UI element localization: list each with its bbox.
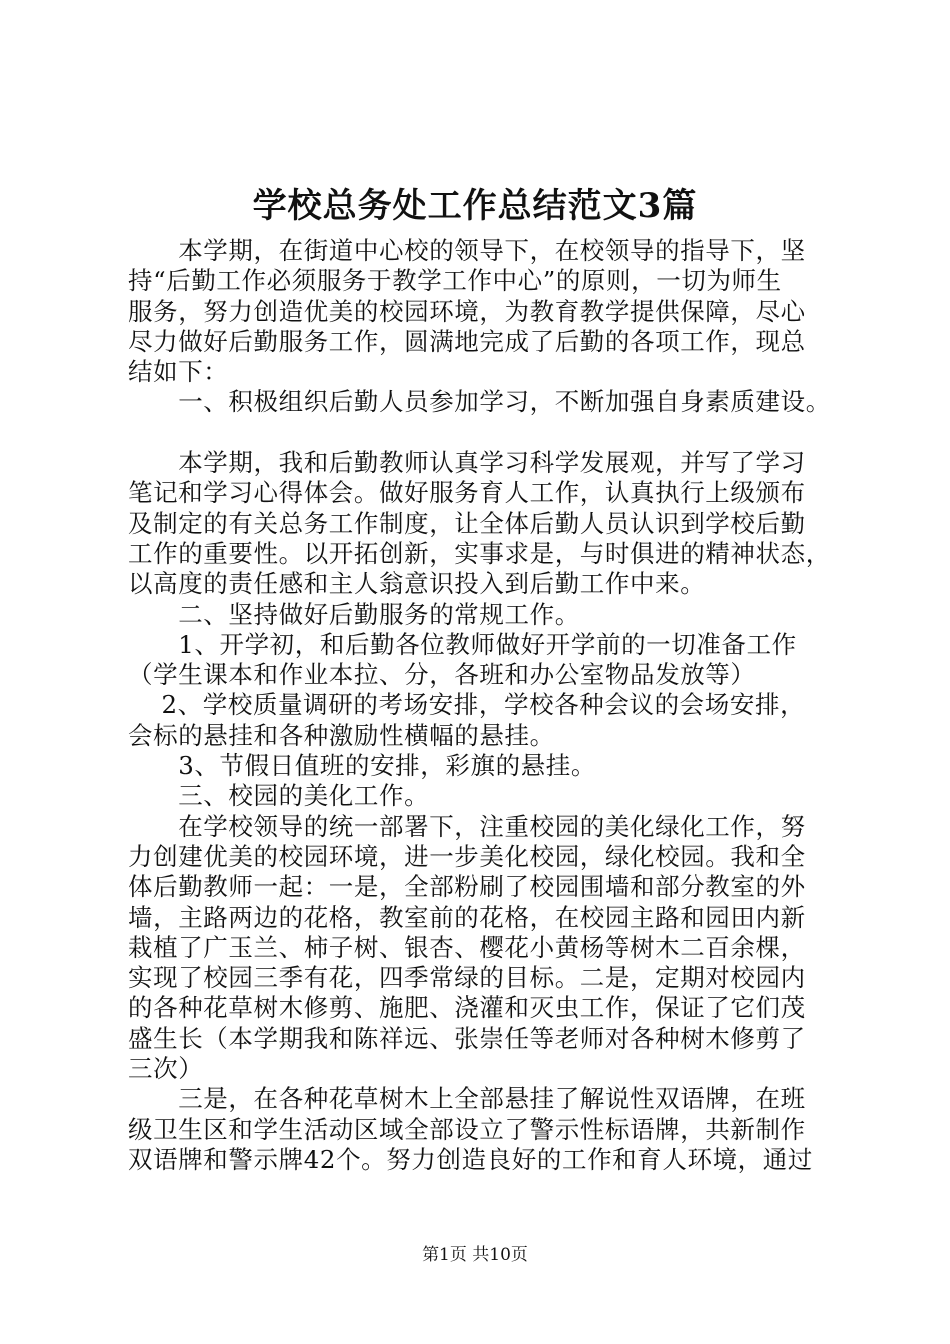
- body-line: 的各种花草树木修剪、施肥、浇灌和灭虫工作，保证了它们茂: [128, 993, 806, 1023]
- body-line: 盛生长（本学期我和陈祥远、张崇任等老师对各种树木修剪了: [128, 1023, 806, 1053]
- section-heading: 三、校园的美化工作。: [128, 781, 430, 811]
- body-line: 墙，主路两边的花格，教室前的花格，在校园主路和园田内新: [128, 902, 806, 932]
- page-number-footer: 第1页 共10页: [422, 1245, 528, 1265]
- document-title: 学校总务处工作总结范文3篇: [252, 186, 698, 226]
- body-line: 工作的重要性。以开拓创新，实事求是，与时俱进的精神状态，: [128, 538, 831, 568]
- body-line: 在学校领导的统一部署下，注重校园的美化绿化工作，努: [128, 811, 806, 841]
- body-line: 本学期，我和后勤教师认真学习科学发展观，并写了学习: [128, 448, 806, 478]
- body-line: 三次）: [128, 1054, 204, 1084]
- blank-line: [128, 418, 838, 448]
- body-line: 实现了校园三季有花，四季常绿的目标。二是，定期对校园内: [128, 963, 806, 993]
- body-line: 双语牌和警示牌42个。努力创造良好的工作和育人环境，通过: [128, 1144, 813, 1174]
- body-line: 2、学校质量调研的考场安排，学校各种会议的会场安排，: [128, 690, 806, 720]
- body-line: 三是，在各种花草树木上全部悬挂了解说性双语牌，在班: [128, 1084, 806, 1114]
- body-line: 服务，努力创造优美的校园环境，为教育教学提供保障，尽心: [128, 296, 806, 326]
- body-line: 级卫生区和学生活动区域全部设立了警示性标语牌，共新制作: [128, 1114, 806, 1144]
- body-line: 结如下：: [128, 357, 229, 387]
- body-line: 体后勤教师一起：一是，全部粉刷了校园围墙和部分教室的外: [128, 872, 806, 902]
- body-line: 1、开学初，和后勤各位教师做好开学前的一切准备工作: [128, 629, 797, 659]
- section-heading: 二、坚持做好后勤服务的常规工作。: [128, 599, 580, 629]
- body-line: （学生课本和作业本拉、分，各班和办公室物品发放等）: [128, 660, 756, 690]
- body-line: 尽力做好后勤服务工作，圆满地完成了后勤的各项工作，现总: [128, 326, 806, 356]
- body-line: 栽植了广玉兰、柿子树、银杏、樱花小黄杨等树木二百余棵，: [128, 932, 806, 962]
- body-line: 力创建优美的校园环境，进一步美化校园，绿化校园。我和全: [128, 841, 806, 871]
- body-line: 笔记和学习心得体会。做好服务育人工作，认真执行上级颁布: [128, 478, 806, 508]
- document-body: [128, 236, 838, 1175]
- body-line: 会标的悬挂和各种激励性横幅的悬挂。: [128, 720, 555, 750]
- body-line: 以高度的责任感和主人翁意识投入到后勤工作中来。: [128, 569, 706, 599]
- body-line: 本学期，在街道中心校的领导下，在校领导的指导下，坚: [128, 236, 806, 265]
- section-heading: 一、积极组织后勤人员参加学习，不断加强自身素质建设。: [128, 387, 831, 417]
- body-line: 3、节假日值班的安排，彩旗的悬挂。: [128, 751, 596, 781]
- body-line: 持“后勤工作必须服务于教学工作中心”的原则，一切为师生: [128, 266, 782, 296]
- body-line: 及制定的有关总务工作制度，让全体后勤人员认识到学校后勤: [128, 508, 806, 538]
